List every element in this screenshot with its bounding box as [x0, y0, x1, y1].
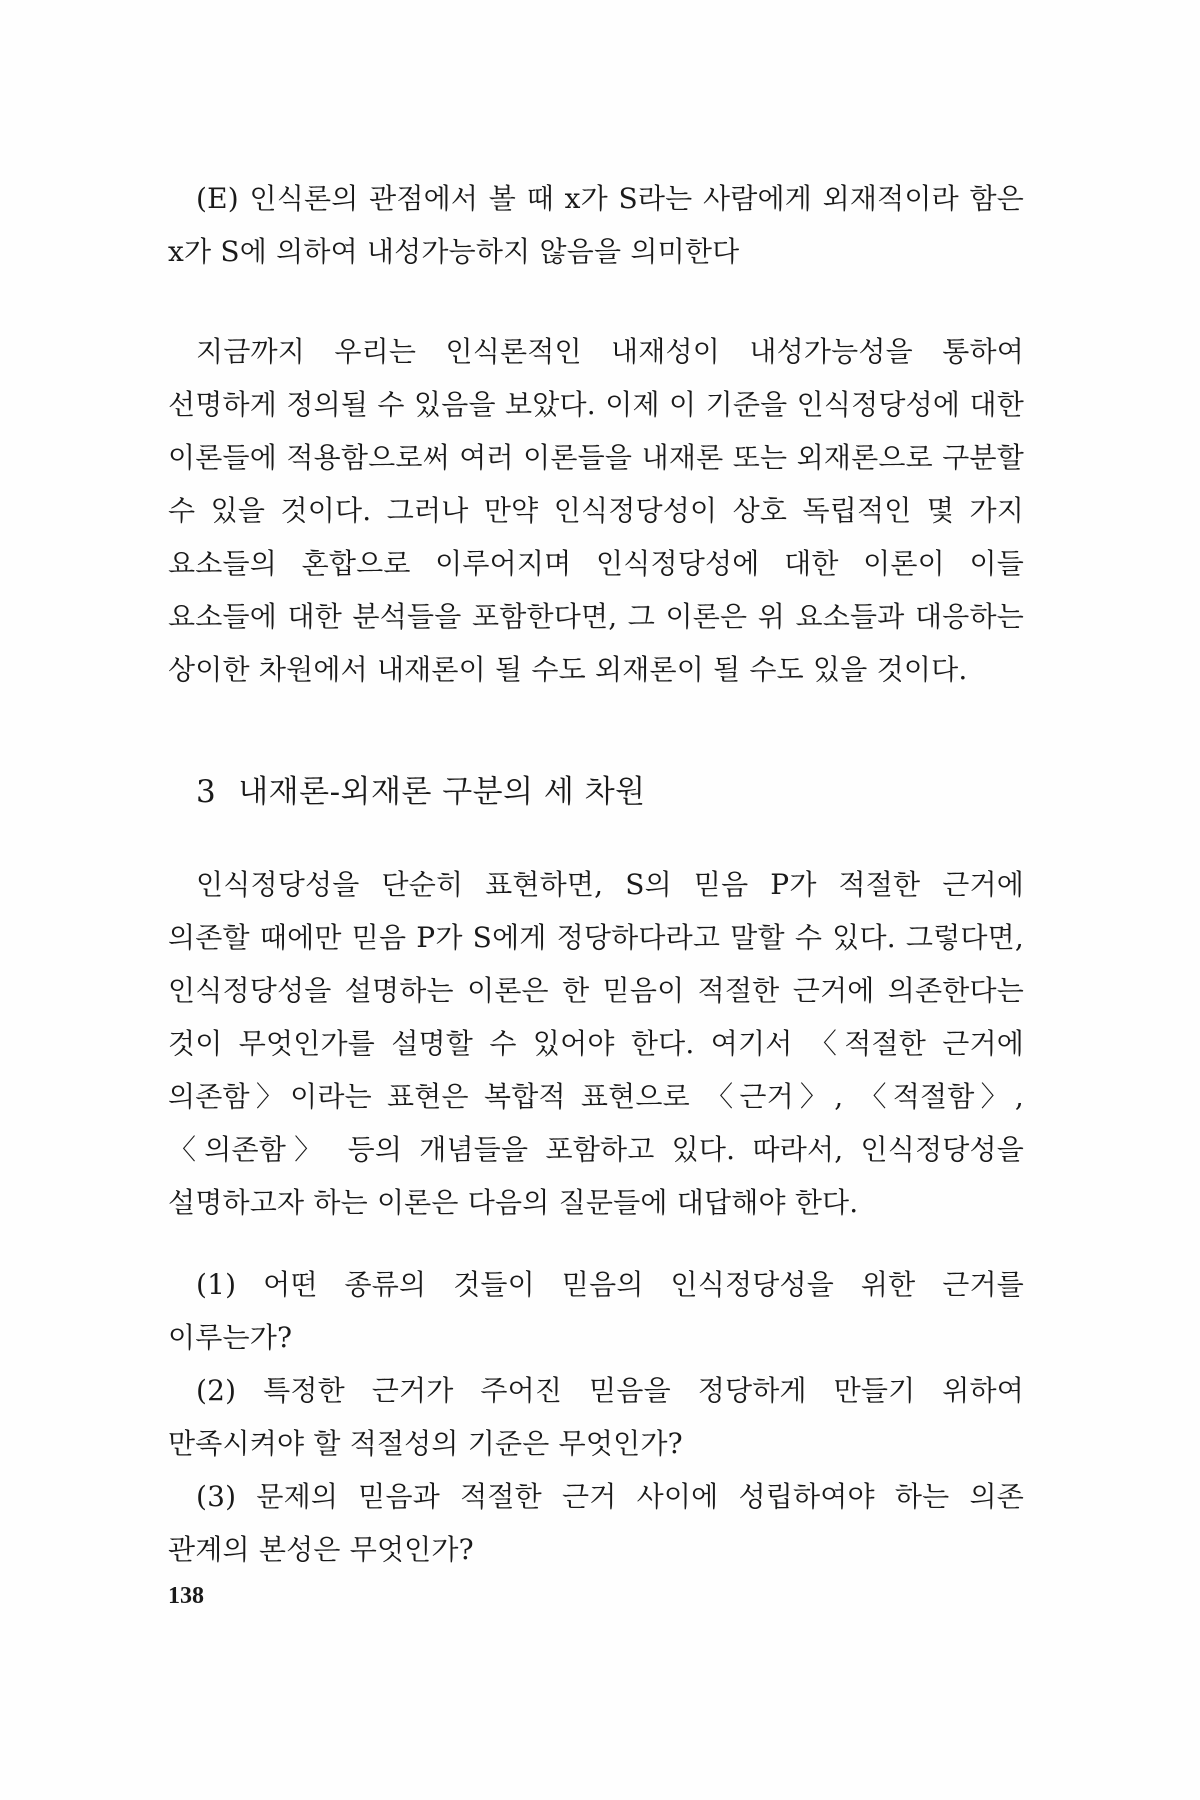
question-item: (3) 문제의 믿음과 적절한 근거 사이에 성립하여야 하는 의존 관계의 본성은 무엇인가? [168, 1480, 1024, 1566]
question-item: (1) 어떤 종류의 것들이 믿음의 인식정당성을 위한 근거를 이루는가? [168, 1268, 1024, 1354]
question-list [168, 1258, 1024, 1576]
section-title: 내재론-외재론 구분의 세 차원 [238, 774, 646, 810]
definition-e: (E) 인식론의 관점에서 볼 때 x가 S라는 사람에게 외재적이라 함은 x가 S에 의하여 내성가능하지 않음을 의미한다 [168, 182, 1024, 268]
definition-block [168, 172, 1024, 278]
paragraph-block-2 [168, 858, 1024, 1229]
paragraph-1: 지금까지 우리는 인식론적인 내재성이 내성가능성을 통하여 선명하게 정의될 수 있음을 보았다. 이제 이 기준을 인식정당성에 대한 이론들에 적용함으로써 여러 이론들을 내재론 또는 외재론으로 구분할 수 있을 것이다. 그러나 만약 인식정당성이 상호 독립적인 몇 가지 요소들의 혼합으로 이루어지며 인식정당성에 대한 이론이 이들 요소들에 대한 분석들을 포함한다면, 그 이론은 위 요소들과 대응하는 상이한 차원에서 내재론이 될 수도 외재론이 될 수도 있을 것이다. [168, 335, 1024, 686]
section-number: 3 [196, 774, 217, 810]
question-item: (2) 특정한 근거가 주어진 믿음을 정당하게 만들기 위하여 만족시켜야 할 적절성의 기준은 무엇인가? [168, 1374, 1024, 1460]
page-number: 138 [168, 1583, 204, 1609]
paragraph-2: 인식정당성을 단순히 표현하면, S의 믿음 P가 적절한 근거에 의존할 때에만 믿음 P가 S에게 정당하다라고 말할 수 있다. 그렇다면, 인식정당성을 설명하는 이론은 한 믿음이 적절한 근거에 의존한다는 것이 무엇인가를 설명할 수 있어야 한다. 여기서 〈적절한 근거에 의존함〉이라는 표현은 복합적 표현으로 〈근거〉, 〈적절함〉, 〈의존함〉 등의 개념들을 포함하고 있다. 따라서, 인식정당성을 설명하고자 하는 이론은 다음의 질문들에 대답해야 한다. [168, 868, 1024, 1219]
section-heading [196, 772, 646, 812]
paragraph-block-1 [168, 325, 1024, 696]
